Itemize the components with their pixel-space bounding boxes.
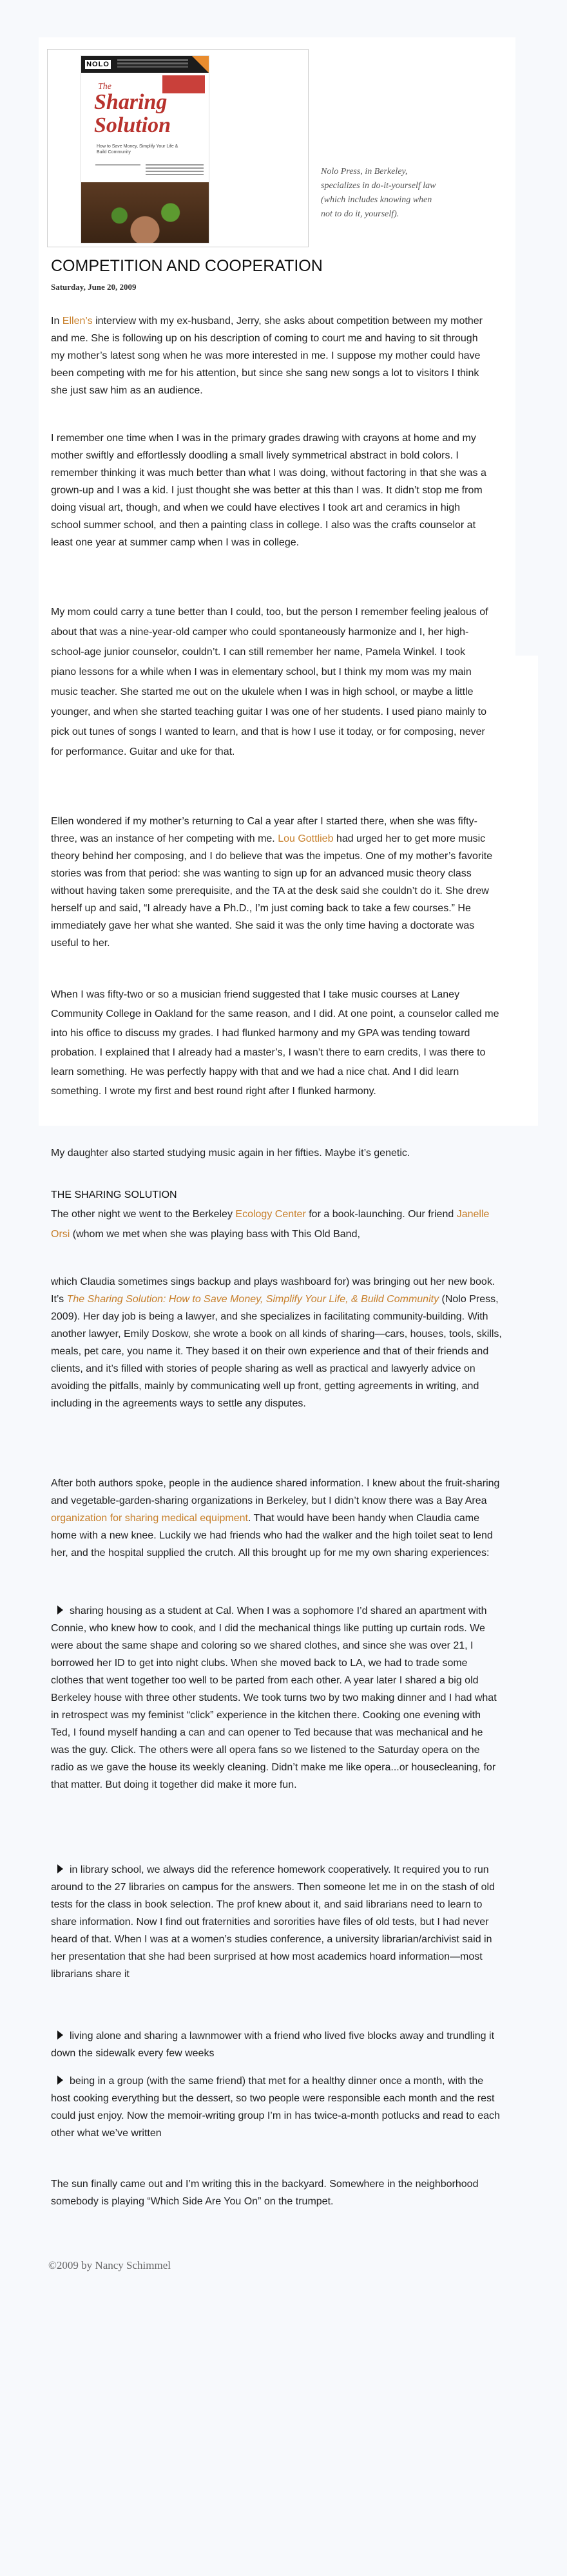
medical-equipment-org-link[interactable]: organization for sharing medical equipment	[51, 1513, 248, 1524]
book-title: Sharing Solution	[94, 90, 171, 137]
text: In	[51, 316, 62, 327]
paragraph: I remember one time when I was in the primary grades drawing with crayons at home and my mother swiftly and effortlessly doodling a small lively symmetrical abstract in bold colors. I remember thinking it was much better than what I was doing, without factoring in that she was a grown-up and I was a kid. I just thought she was better at this than I was. It didn’t stop me from doing visual art, though, and when we could have electives I took art and ceramics in high school summer school, and then a painting class in college. I also was the crafts counselor at least one year at summer camp when I was in college.	[51, 433, 486, 548]
text: (Nolo Press, 2009). Her day job is being a lawyer, and she specializes in facilitating community-building. With another lawyer, Emily Doskow, she wrote a book on all kinds of sharing—cars, houses, tools, skills, meals, pet care, you name it. They based it on their own experience and that of their friends and clients, and it’s filled with stories of people sharing as well as practical and lawyerly advice on avoiding the pitfalls, mainly by communicating well up front, getting agreements in writing, and including in the agreements ways to settle any disputes.	[51, 1294, 502, 1409]
triangle-bullet-icon	[57, 2031, 63, 2040]
list-item-text: being in a group (with the same friend) that met for a healthy dinner once a month, with the host cooking everything but the dessert, so two people were responsible each month and the rest could just enjoy. Now the memoir-writing group I’m in has twice-a-month potlucks and read to each other what we’ve written	[51, 2076, 500, 2139]
triangle-bullet-icon	[57, 1605, 63, 1615]
book-subtitle: How to Save Money, Simplify Your Life & Build Community	[97, 144, 178, 155]
list-item	[51, 2027, 502, 2062]
paragraph: My daughter also started studying music again in her fifties. Maybe it’s genetic.	[51, 1148, 410, 1159]
list-item	[51, 1861, 502, 1983]
triangle-bullet-icon	[57, 2076, 63, 2085]
paragraph	[51, 1204, 502, 1244]
paragraph	[51, 1273, 502, 1412]
book-title-the: The	[98, 82, 111, 91]
book-corner-accent	[192, 56, 209, 73]
post-date: Saturday, June 20, 2009	[51, 282, 137, 292]
text: (whom we met when she was playing bass with This Old Band,	[70, 1229, 360, 1240]
book-image-frame[interactable]	[47, 49, 309, 247]
text: The other night we went to the Berkeley	[51, 1209, 236, 1220]
triangle-bullet-icon	[57, 1864, 63, 1873]
text: After both authors spoke, people in the audience shared information. I knew about the fruit-sharing and vegetable-garden-sharing organizations in Berkeley, but I didn’t know there was a Bay Area	[51, 1478, 500, 1506]
paragraph	[51, 1475, 502, 1562]
post-title: COMPETITION AND COOPERATION	[51, 257, 323, 275]
ecology-center-link[interactable]: Ecology Center	[235, 1209, 306, 1220]
paragraph	[51, 813, 502, 952]
paragraph: When I was fifty-two or so a musician friend suggested that I take music courses at Laney Community College in Oakland for the same reason, and I did. At one point, a counselor called me into his office to discuss my grades. I had flunked harmony and my GPA was tending toward probation. I explained that I already had a master’s, I wasn’t there to earn credits, I was there to learn something. He was perfectly happy with that and we had a nice chat. And I did learn something. I wrote my first and best round right after I flunked harmony.	[51, 989, 499, 1097]
book-bullet-lines	[146, 164, 204, 166]
list-item-text: in library school, we always did the reference homework cooperatively. It required you to run around to the 27 libraries on campus for the answers. Then someone let me in on the stash of old tests for the class in book selection. The prof knew about it, and said librarians need to learn to share information. Now I find out fraternities and sororities have files of old tests, but I had never heard of that. When I was at a women’s studies conference, a university librarian/archivist said in her presentation that she had been surprised at how most academics hoard information—most librarians share it	[51, 1864, 495, 1980]
image-caption: Nolo Press, in Berkeley, specializes in do-it-yourself law (which includes knowing when not to do it, yourself).	[321, 167, 436, 219]
text: . That would have been handy when Claudia came home with a new knee. Luckily we had friends who had the walker and the high toilet seat to lend her, and the hospital supplied the crutch. All this brought up for me my own sharing experiences:	[51, 1513, 493, 1558]
list-item-text: living alone and sharing a lawnmower with a friend who lived five blocks away and trundling it down the sidewalk every few weeks	[51, 2031, 495, 2059]
janelle-orsi-link[interactable]: Janelle Orsi	[51, 1209, 490, 1240]
ellen-link[interactable]: Ellen’s	[62, 316, 93, 327]
lou-gottlieb-link[interactable]: Lou Gottlieb	[278, 833, 334, 844]
section-heading: THE SHARING SOLUTION	[51, 1189, 177, 1200]
paragraph: The sun finally came out and I’m writing this in the backyard. Somewhere in the neighborhood somebody is playing “Which Side Are You On” on the trumpet.	[51, 2179, 479, 2207]
text: which Claudia sometimes sings backup and plays washboard for) was bringing out her new book. It’s	[51, 1276, 495, 1305]
book-authors	[95, 164, 140, 166]
paragraph	[51, 312, 489, 399]
text: for a book-launching. Our friend	[305, 1209, 457, 1220]
text: had urged her to get more music theory behind her composing, and I do believe that was the impetus. One of my mother’s favorite stories was from that period: she was wanting to sign up for an advanced music theory class without having taken some prerequisite, and the TA at the desk said she couldn’t do it. She drew herself up and said, “I already have a Ph.D., I’m just coming back to take a few courses.” He immediately gave her what she wanted. She said it was the only time having a doctorate was useful to her.	[51, 833, 493, 949]
text: Ellen wondered if my mother’s returning to Cal a year after I started there, when she was fifty-three, was an instance of her competing with me.	[51, 816, 477, 844]
sharing-solution-book-link[interactable]: The Sharing Solution: How to Save Money, Simplify Your Life, & Build Community	[66, 1294, 439, 1305]
paragraph: My mom could carry a tune better than I could, too, but the person I remember feeling jealous of about that was a nine-year-old camper who could spontaneously harmonize and I, her high-school-age junior counselor, couldn’t. I can still remember her name, Pamela Winkel. I took piano lessons for a while when I was in elementary school, but I think my mom was my main music teacher. She started me out on the ukulele when I was in high school, or maybe a little younger, and when she started teaching guitar I was one of her students. I used piano mainly to pick out tunes of songs I wanted to learn, and that is how I use it today, or for composing, never for performance. Guitar and uke for that.	[51, 607, 488, 757]
nolo-logo: NOLO	[85, 60, 111, 69]
list-item	[51, 1602, 502, 1794]
list-item	[51, 2072, 502, 2142]
list-item-text: sharing housing as a student at Cal. When I was a sophomore I’d shared an apartment with Connie, who knew how to cook, and I did the mechanical things like putting up curtain rods. We were about the same shape and coloring so we shared clothes, and since she was over 21, I borrowed her ID to get into night clubs. When she moved back to LA, we had to trade some clothes that went together too well to be parted from each other. A year later I shared a big old Berkeley house with three other students. We took turns two by two making dinner and I had what in retrospect was my feminist “click” experience in the kitchen there. Cooking one evening with Ted, I found myself handing a can and can opener to Ted because that was mechanical and he was the guy. Click. The others were all opera fans so we listened to the Saturday opera on the radio as we gave the house its weekly cleaning. Didn’t make me like opera...or housecleaning, for that matter. But doing it together did make it more fun.	[51, 1605, 497, 1790]
copyright: ©2009 by Nancy Schimmel	[48, 2259, 171, 2271]
text: interview with my ex-husband, Jerry, she asks about competition between my mother and me. She is following up on his description of coming to court me and having to sit through my mother’s latest song when he was more interested in me. I suppose my mother could have been competing with me for his attention, but since she sang new songs a lot to visitors I think she just saw him as an audience.	[51, 316, 483, 396]
book-blurb	[117, 59, 188, 61]
book-cover-header	[81, 56, 209, 73]
book-photo-hands-seedlings	[81, 182, 209, 243]
book-cover[interactable]	[81, 56, 209, 243]
